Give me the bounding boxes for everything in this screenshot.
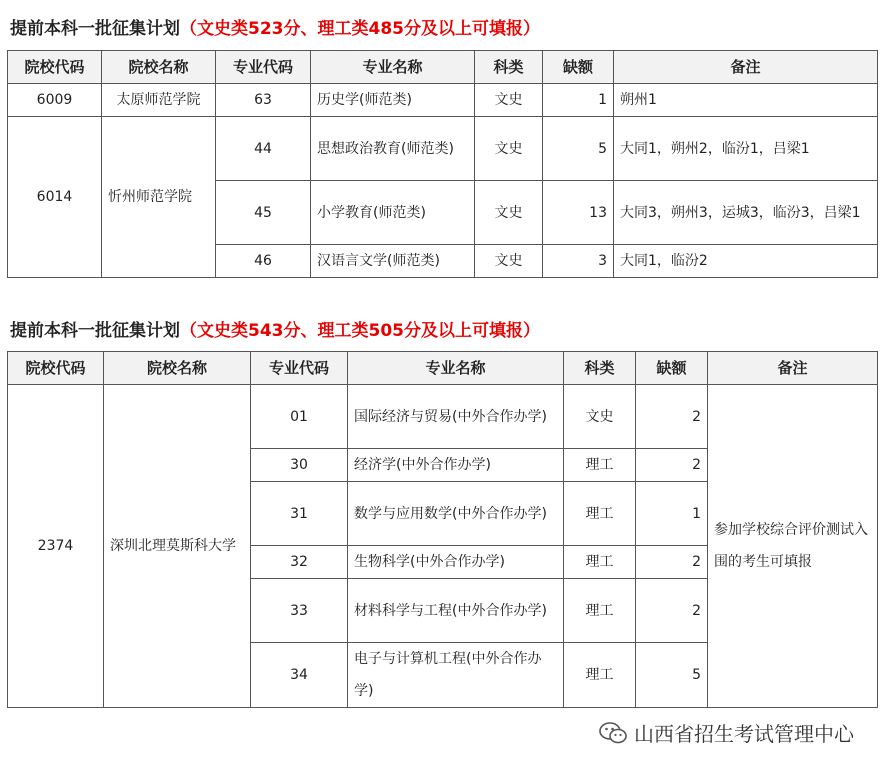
category: 理工 [564, 546, 636, 579]
category: 理工 [564, 449, 636, 482]
header-category: 科类 [564, 352, 636, 385]
major-name: 思想政治教育(师范类) [311, 117, 475, 181]
vacancy: 5 [636, 643, 708, 708]
section2-title: 提前本科一批征集计划 [10, 321, 180, 341]
table-header-row [8, 51, 878, 84]
note: 参加学校综合评价测试入围的考生可填报 [708, 385, 878, 708]
header-school-name: 院校名称 [102, 51, 216, 84]
header-major-name: 专业名称 [311, 51, 475, 84]
header-vacancy: 缺额 [636, 352, 708, 385]
vacancy: 1 [543, 84, 614, 117]
major-name: 国际经济与贸易(中外合作办学) [348, 385, 564, 449]
major-code: 34 [251, 643, 348, 708]
section2-subtitle: （文史类543分、理工类505分及以上可填报） [180, 321, 540, 341]
vacancy: 3 [543, 245, 614, 278]
school-name: 深圳北理莫斯科大学 [104, 385, 251, 708]
major-code: 30 [251, 449, 348, 482]
section1-title-bar [10, 17, 540, 41]
category: 文史 [475, 181, 543, 245]
table-row [8, 84, 878, 117]
section1-subtitle: （文史类523分、理工类485分及以上可填报） [180, 19, 540, 39]
header-note: 备注 [614, 51, 878, 84]
table-header-row [8, 352, 878, 385]
major-name: 数学与应用数学(中外合作办学) [348, 482, 564, 546]
header-major-name: 专业名称 [348, 352, 564, 385]
major-name: 材料科学与工程(中外合作办学) [348, 579, 564, 643]
watermark [598, 718, 854, 747]
vacancy: 2 [636, 579, 708, 643]
watermark-text: 山西省招生考试管理中心 [634, 722, 854, 746]
major-name: 汉语言文学(师范类) [311, 245, 475, 278]
header-school-name: 院校名称 [104, 352, 251, 385]
major-name: 经济学(中外合作办学) [348, 449, 564, 482]
header-major-code: 专业代码 [216, 51, 311, 84]
major-code: 33 [251, 579, 348, 643]
major-code: 45 [216, 181, 311, 245]
header-school-code: 院校代码 [8, 352, 104, 385]
table-row [8, 117, 878, 181]
header-category: 科类 [475, 51, 543, 84]
category: 文史 [475, 117, 543, 181]
major-code: 32 [251, 546, 348, 579]
note: 大同3，朔州3，运城3，临汾3，吕梁1 [614, 181, 878, 245]
major-code: 01 [251, 385, 348, 449]
school-name: 太原师范学院 [102, 84, 216, 117]
note: 朔州1 [614, 84, 878, 117]
section2-table [7, 351, 878, 708]
vacancy: 2 [636, 546, 708, 579]
note: 大同1，临汾2 [614, 245, 878, 278]
major-code: 44 [216, 117, 311, 181]
school-code: 2374 [8, 385, 104, 708]
major-name: 小学教育(师范类) [311, 181, 475, 245]
header-vacancy: 缺额 [543, 51, 614, 84]
vacancy: 5 [543, 117, 614, 181]
major-name: 生物科学(中外合作办学) [348, 546, 564, 579]
major-code: 31 [251, 482, 348, 546]
major-name: 历史学(师范类) [311, 84, 475, 117]
note: 大同1，朔州2，临汾1，吕梁1 [614, 117, 878, 181]
major-name: 电子与计算机工程(中外合作办学) [348, 643, 564, 708]
category: 理工 [564, 579, 636, 643]
vacancy: 13 [543, 181, 614, 245]
vacancy: 2 [636, 449, 708, 482]
school-code: 6009 [8, 84, 102, 117]
wechat-icon [598, 720, 628, 746]
section1-table [7, 50, 878, 278]
category: 理工 [564, 482, 636, 546]
category: 文史 [475, 245, 543, 278]
major-code: 63 [216, 84, 311, 117]
category: 理工 [564, 643, 636, 708]
vacancy: 2 [636, 385, 708, 449]
major-code: 46 [216, 245, 311, 278]
table-row [8, 385, 878, 449]
section1-title: 提前本科一批征集计划 [10, 19, 180, 39]
school-name: 忻州师范学院 [102, 117, 216, 278]
header-major-code: 专业代码 [251, 352, 348, 385]
vacancy: 1 [636, 482, 708, 546]
school-code: 6014 [8, 117, 102, 278]
section2-title-bar [10, 319, 540, 343]
header-school-code: 院校代码 [8, 51, 102, 84]
category: 文史 [564, 385, 636, 449]
category: 文史 [475, 84, 543, 117]
header-note: 备注 [708, 352, 878, 385]
